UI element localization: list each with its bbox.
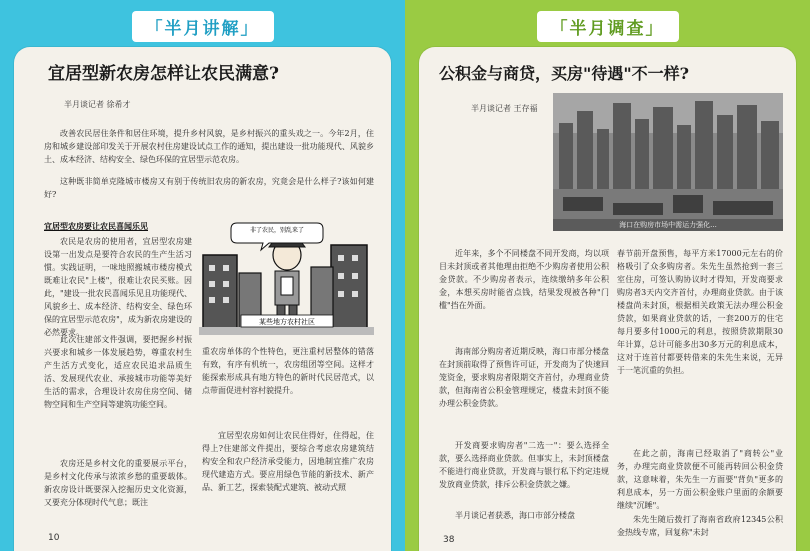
left-byline: 半月谈记者 徐希才 — [64, 100, 131, 109]
left-intro-paragraph: 改善农民居住条件和居住环境，提升乡村风貌，是乡村振兴的重头戏之一。今年2月，住房和城乡建设部印发关于开展农村住房建设试点工作的通知，提出建设一批功能现代、风貌乡土、成本经济、结构安全、绿色环保的宜居型示范农房。 — [44, 129, 374, 164]
right-magazine-page — [419, 47, 796, 551]
left-article-title: 宜居型新农房怎样让农民满意? — [48, 64, 279, 84]
right-body-paragraph: 半月谈记者获悉，海口市部分楼盘 — [455, 511, 575, 520]
left-body-paragraph: 宜居型农房如何让农民住得好，住得起，住得上?住建部文件提出，要综合考虑农房建筑结构安全和农户经济承受能力，因地制宜推广农房现代建造方式。要应用绿色节能的新技术、新产品、新工艺，探索装配式建筑、被动式照 — [202, 431, 374, 492]
cartoon-speech-bubble: 非了农民，别乱来了 — [249, 227, 304, 234]
right-byline: 半月谈记者 王存福 — [471, 104, 538, 113]
left-body-paragraph: 农民是农房的使用者，宜居型农房建设第一出发点是要符合农民的生产生活习惯。实践证明，一味地照搬城市楼房模式既难让农民"上楼"，很难让农民买账。因此，"建设一批农民喜闻乐见且功能现代、风貌乡土、成本经济、结构安全、绿色环保的宜居型示范农房"，成为新农房建设的必然要求。 — [44, 237, 192, 337]
right-body-paragraph: 近年来，多个不同楼盘不同开发商，均以项目未封顶或者其他理由拒绝不少购房者使用公积金贷款。不少购房者表示，连续缴纳多年公积金，本想买房时能省点钱，结果发现被各种"门槛"挡在外面。 — [439, 249, 609, 310]
left-body-paragraph: 农房还是乡村文化的重要展示平台，是乡村文化传承与浓浓乡愁的重要载体。新农房设计既要深入挖掘历史文化资源，又要充分体现时代气息；既注 — [44, 459, 192, 507]
right-section-band — [405, 0, 810, 52]
right-page-number: 38 — [443, 535, 455, 545]
right-body-paragraph: 海南部分购房者近期反映，海口市部分楼盘在封顶前取得了预售许可证，开发商为了快速回笼资金，要求购房者限期交齐首付，办理商业贷款，但海南省公积金管理规定，楼盘未封顶不能办理公积金贷款。 — [439, 347, 609, 408]
left-subheading: 宜居型农房要让农民喜闻乐见 — [44, 222, 148, 231]
right-section-label: 「半月调查」 — [537, 11, 679, 42]
cartoon-signboard: 某些地方农村社区 — [259, 318, 315, 326]
left-intro-paragraph: 这种既非简单克隆城市楼房又有别于传统旧农房的新农房，究竟会是什么样子?该如何建好? — [44, 177, 374, 199]
city-skyline-photo — [553, 93, 783, 231]
left-body-paragraph: 重农房单体的个性特色，更注重村居整体的错落有致，有序有机统一，农房组团等空间。这样才能探索形成具有地方特色的新时代民居范式，以点带面促进村容村貌提升。 — [202, 347, 374, 395]
right-body-paragraph: 开发商要求购房者"二选一"：要么选择全款，要么选择商业贷款。但事实上，未封顶楼盘不能进行商业贷款，开发商与银行私下约定违规发放商业贷款，排斥公积金贷款之嫌。 — [439, 441, 609, 489]
right-body-paragraph: 春节前开盘预售，每平方米17000元左右的价格吸引了众多购房者。朱先生虽然抢到一套三室住房，可签认购协议时才得知，开发商要求购房者3天内交齐首付，办理商业贷款。由于该楼盘尚未封顶，根据相关政策无法办理公积金贷款，如果商业贷款的话，一套200万的住宅每月要多付1000元的利息，按照贷款期限30年计算，总计可能多出30多万元的利息成本，这对于连首付都要转借来的朱先生来说，无异于一笔沉重的负担。 — [617, 249, 783, 375]
left-body-paragraph: 此次住建部文件强调，要把握乡村振兴要求和城乡一体发展趋势，尊重农村生产生活方式变化，适应农民追求品质生活、发展现代农业、承接城市功能等美好生活的需求，合理设计农房住房空间、储物空间和生产空间等建筑功能空间。 — [44, 335, 192, 409]
left-section-band — [0, 0, 405, 52]
right-body-paragraph: 在此之前，海南已经取消了"商转公"业务，办理完商业贷款便不可能再转回公积金贷款，这意味着，朱先生一方面要"背负"更多的利息成本，另一方面公积金账户里面的余额要继续"沉睡"。 — [617, 449, 783, 510]
left-section-label: 「半月讲解」 — [132, 11, 274, 42]
photo-caption: 海口在购房市场中需运力强化... — [553, 219, 783, 231]
right-panel — [405, 0, 810, 551]
city-skyline-graphic — [553, 93, 783, 231]
right-article-title: 公积金与商贷，买房"待遇"不一样? — [439, 64, 690, 83]
left-page-number: 10 — [48, 533, 60, 543]
right-body-paragraph: 朱先生随后拨打了海南省政府12345公积金热线专席，回复称"未封 — [617, 515, 783, 537]
left-magazine-page — [14, 47, 391, 551]
